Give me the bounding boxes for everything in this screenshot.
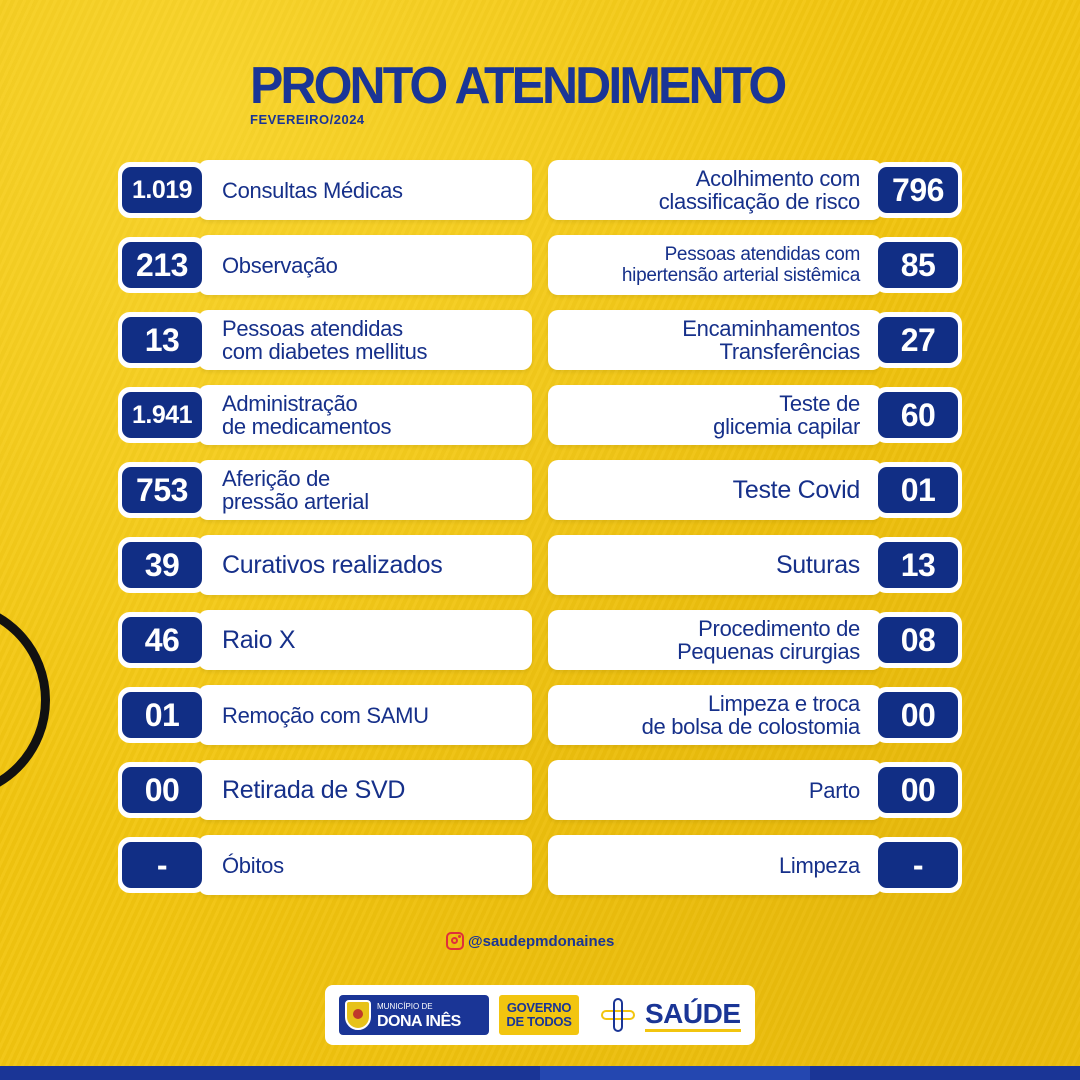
stat-label: Aferição de pressão arterial xyxy=(222,466,369,514)
stat-value: 60 xyxy=(878,392,958,438)
stat-label: Óbitos xyxy=(222,852,284,878)
stat-value: 753 xyxy=(122,467,202,513)
stat-row-right xyxy=(548,460,962,520)
stat-label: Consultas Médicas xyxy=(222,177,403,203)
stat-value: - xyxy=(878,842,958,888)
stat-row-right xyxy=(548,535,962,595)
stat-row-right xyxy=(548,310,962,370)
stat-row-right xyxy=(548,385,962,445)
page-header xyxy=(250,58,807,127)
stat-label: Teste de glicemia capilar xyxy=(713,391,860,439)
stat-card xyxy=(198,310,532,370)
stat-card xyxy=(548,160,882,220)
stat-row-right xyxy=(548,235,962,295)
stat-badge xyxy=(118,762,206,818)
stat-badge xyxy=(874,387,962,443)
stat-row-left xyxy=(118,685,532,745)
stat-badge xyxy=(874,612,962,668)
stat-value: 08 xyxy=(878,617,958,663)
stat-card xyxy=(548,310,882,370)
stat-value: 39 xyxy=(122,542,202,588)
stat-label: Procedimento de Pequenas cirurgias xyxy=(677,616,860,664)
stat-row-left xyxy=(118,235,532,295)
stat-card xyxy=(548,385,882,445)
stethoscope-decoration xyxy=(0,600,50,800)
stat-card xyxy=(548,235,882,295)
stat-badge xyxy=(118,837,206,893)
stat-card xyxy=(198,535,532,595)
stat-row-left xyxy=(118,385,532,445)
stat-card xyxy=(198,610,532,670)
stat-value: 85 xyxy=(878,242,958,288)
stat-value: - xyxy=(122,842,202,888)
stat-row-right xyxy=(548,610,962,670)
page-title: PRONTO ATENDIMENTO xyxy=(250,57,785,115)
stat-label: Parto xyxy=(808,777,860,803)
stat-value: 46 xyxy=(122,617,202,663)
stat-badge xyxy=(874,762,962,818)
stat-label: Administração de medicamentos xyxy=(222,391,392,439)
stat-label: Pessoas atendidas com diabetes mellitus xyxy=(222,316,428,364)
stat-badge xyxy=(118,687,206,743)
stat-value: 01 xyxy=(878,467,958,513)
stat-badge xyxy=(118,237,206,293)
stat-label: Encaminhamentos Transferências xyxy=(682,316,860,364)
stat-label: Remoção com SAMU xyxy=(222,702,429,728)
stat-row-left xyxy=(118,610,532,670)
stat-badge xyxy=(874,237,962,293)
stat-label: Acolhimento com classificação de risco xyxy=(658,166,860,214)
stat-badge xyxy=(874,462,962,518)
stat-badge xyxy=(118,612,206,668)
stat-row-left xyxy=(118,535,532,595)
stat-card xyxy=(198,760,532,820)
stat-card xyxy=(548,835,882,895)
stat-value: 1.019 xyxy=(122,167,202,213)
stat-row-right xyxy=(548,685,962,745)
stat-card xyxy=(198,385,532,445)
stat-value: 796 xyxy=(878,167,958,213)
municipio-name: DONA INÊS xyxy=(377,1012,461,1030)
footer-logos xyxy=(325,985,755,1045)
stat-badge xyxy=(118,537,206,593)
stat-badge xyxy=(118,312,206,368)
stat-badge xyxy=(118,162,206,218)
stat-card xyxy=(548,760,882,820)
stat-label: Curativos realizados xyxy=(222,550,443,579)
stat-row-right xyxy=(548,160,962,220)
stat-card xyxy=(548,535,882,595)
stat-badge xyxy=(118,462,206,518)
stat-label: Retirada de SVD xyxy=(222,775,406,804)
stat-label: Suturas xyxy=(775,550,860,579)
municipio-logo xyxy=(339,995,489,1035)
governo-logo: GOVERNO DE TODOS xyxy=(499,995,579,1035)
stat-badge xyxy=(118,387,206,443)
crest-icon xyxy=(345,1000,371,1030)
stat-badge xyxy=(874,837,962,893)
stat-value: 13 xyxy=(122,317,202,363)
bottom-bar xyxy=(0,1066,1080,1080)
stat-value: 13 xyxy=(878,542,958,588)
stat-value: 213 xyxy=(122,242,202,288)
stat-value: 00 xyxy=(878,692,958,738)
stat-label: Observação xyxy=(222,252,338,278)
stat-badge xyxy=(874,162,962,218)
stat-row-left xyxy=(118,835,532,895)
saude-logo: SAÚDE xyxy=(645,999,741,1032)
stat-value: 00 xyxy=(878,767,958,813)
stat-row-left xyxy=(118,160,532,220)
municipio-label: MUNICÍPIO DE xyxy=(377,1001,433,1011)
stat-row-right xyxy=(548,835,962,895)
stat-card xyxy=(548,610,882,670)
stat-card xyxy=(198,835,532,895)
stat-badge xyxy=(874,687,962,743)
stat-label: Limpeza e troca de bolsa de colostomia xyxy=(641,691,860,739)
social-handle[interactable] xyxy=(446,932,614,950)
stat-value: 00 xyxy=(122,767,202,813)
stat-label: Limpeza xyxy=(778,852,860,878)
stat-value: 1.941 xyxy=(122,392,202,438)
stat-card xyxy=(198,460,532,520)
stat-row-right xyxy=(548,760,962,820)
stat-value: 01 xyxy=(122,692,202,738)
stat-card xyxy=(198,685,532,745)
stat-badge xyxy=(874,537,962,593)
page-subtitle: FEVEREIRO/2024 xyxy=(250,112,365,127)
stat-value: 27 xyxy=(878,317,958,363)
stat-card xyxy=(198,235,532,295)
stat-label: Raio X xyxy=(222,625,296,654)
stat-card xyxy=(548,460,882,520)
stat-row-left xyxy=(118,310,532,370)
stat-card xyxy=(548,685,882,745)
stat-row-left xyxy=(118,760,532,820)
stat-badge xyxy=(874,312,962,368)
instagram-icon xyxy=(446,932,464,950)
instagram-handle[interactable]: @saudepmdonaines xyxy=(468,932,615,950)
health-cross-icon xyxy=(601,998,635,1032)
stat-label: Teste Covid xyxy=(732,475,860,504)
stat-card xyxy=(198,160,532,220)
stat-row-left xyxy=(118,460,532,520)
stat-label: Pessoas atendidas com hipertensão arterial sistêmica xyxy=(621,244,860,286)
